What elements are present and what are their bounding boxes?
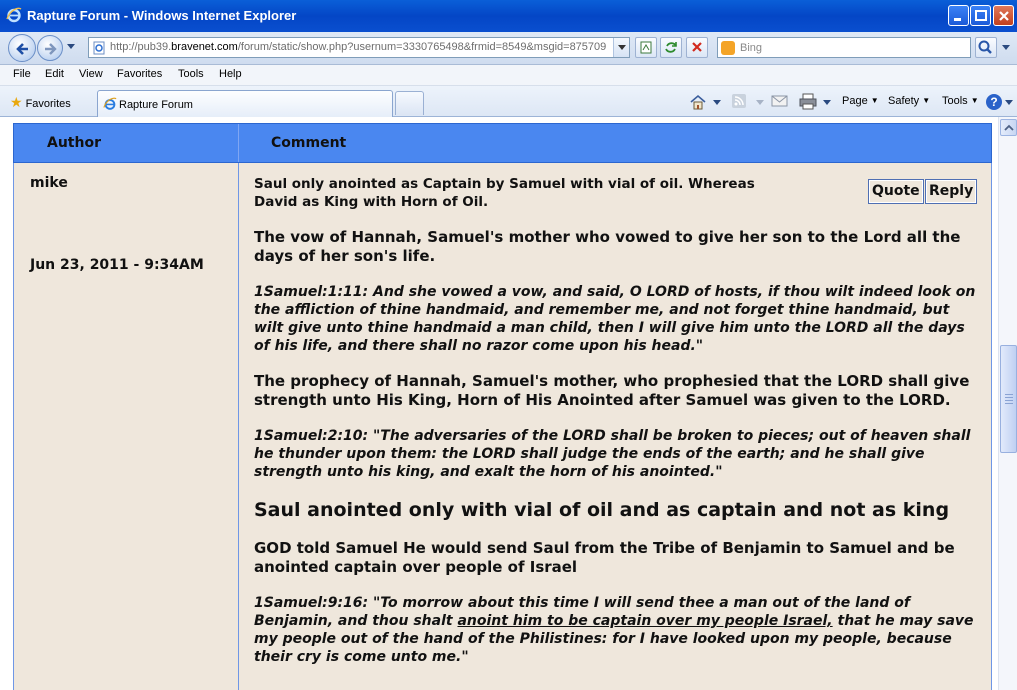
window-title: Rapture Forum - Windows Internet Explorer [27,8,297,23]
chevron-down-icon: ▼ [922,96,931,105]
print-dropdown[interactable] [823,100,831,105]
scripture-quote [254,594,979,666]
scroll-grip [1005,403,1013,404]
help-icon[interactable] [985,93,1003,111]
internet-explorer-icon [103,97,117,111]
bing-icon [721,41,735,55]
menu-favorites[interactable]: Favorites [117,68,163,80]
maximize-icon [974,9,988,23]
menu-file[interactable]: File [13,68,31,80]
address-dropdown-button[interactable] [613,38,629,57]
tools-menu-button[interactable] [942,95,979,107]
arrow-up-icon [1004,124,1014,132]
address-toolbar [0,32,1017,65]
minimize-button[interactable] [948,5,969,26]
quote-underlined-text: anoint him to be captain over my people Israel, [457,613,833,629]
tab-rapture-forum[interactable] [97,90,393,117]
star-icon: ★ [10,94,23,110]
search-field[interactable] [717,37,971,58]
search-placeholder: Bing [740,42,763,54]
home-icon[interactable] [689,93,707,111]
favorites-label: Favorites [25,98,71,110]
forward-arrow-icon [42,40,60,58]
forward-button[interactable] [37,35,63,61]
menu-view[interactable]: View [79,68,103,80]
vertical-scrollbar[interactable] [998,117,1017,690]
scroll-grip [1005,394,1013,395]
author-cell [14,163,239,690]
url-host: bravenet.com [171,41,238,53]
feeds-dropdown[interactable] [756,100,764,105]
post-author: mike [30,175,68,191]
new-tab-button[interactable] [395,91,424,115]
scroll-grip [1005,397,1013,398]
comment-paragraph: The vow of Hannah, Samuel's mother who vowed to give her son to the Lord all the days of her son's life. [254,228,961,265]
search-icon [976,38,996,57]
comment-paragraph: The prophecy of Hannah, Samuel's mother, who prophesied that the LORD shall give strength unto His King, Horn of His Anointed after Samuel was given to the LORD. [254,372,970,409]
help-dropdown[interactable] [1005,100,1013,105]
home-dropdown[interactable] [713,100,721,105]
chevron-down-icon: ▼ [870,96,879,105]
refresh-button[interactable] [660,37,682,58]
refresh-icon [661,38,681,57]
chevron-down-icon [618,45,626,50]
page-content [0,117,1017,690]
favorites-bar [0,86,1017,117]
menu-bar [0,65,1017,86]
url-prefix: http://pub39. [110,41,172,53]
forum-table-header [13,123,992,163]
search-button[interactable] [975,37,997,58]
comment-intro: Saul only anointed as Captain by Samuel with vial of oil. Whereas David as King with Horn of Oil. [254,176,755,210]
print-icon[interactable] [799,93,817,110]
back-button[interactable] [8,34,36,62]
back-arrow-icon [13,39,33,59]
stop-icon [687,38,707,57]
chevron-down-icon: ▼ [970,96,979,105]
close-icon [997,9,1011,23]
page-menu-label: Page [842,95,868,107]
scripture-quote: 1Samuel:1:11: And she vowed a vow, and said, O LORD of hosts, if thou wilt indeed look on the affliction of thine handmaid, and remember me, and not forget thine handmaid, but wilt give unto thine handmaid a man child, then I will give him unto the LORD all the days of his life, and there shall no razor come upon his head." [254,284,976,354]
maximize-button[interactable] [970,5,991,26]
search-options-dropdown[interactable] [1002,45,1010,50]
author-header-cell [14,124,239,162]
quote-button[interactable]: Quote [868,179,924,204]
comment-paragraph: GOD told Samuel He would send Saul from the Tribe of Benjamin to Samuel and be anointed captain over people of Israel [254,539,955,576]
forum-post-row [13,163,992,690]
compatibility-view-button[interactable] [635,37,657,58]
compatibility-view-icon [636,38,656,57]
recent-pages-dropdown[interactable] [67,44,75,49]
page-menu-button[interactable] [842,95,879,107]
author-column-header: Author [47,135,101,151]
stop-button[interactable] [686,37,708,58]
quote-text: 1Samuel:9:16: "To morrow about this time I will send thee a man out of the land of Benjamin, and thou shalt [254,595,910,629]
tools-menu-label: Tools [942,95,968,107]
scroll-grip [1005,400,1013,401]
menu-edit[interactable]: Edit [45,68,64,80]
page-icon [92,41,106,55]
safety-menu-label: Safety [888,95,920,107]
window-titlebar [0,0,1017,32]
read-mail-icon[interactable] [771,93,789,109]
scroll-up-button[interactable] [1000,119,1017,136]
post-comment [254,175,979,666]
favorites-button[interactable] [10,94,71,111]
address-field[interactable] [88,37,630,58]
close-window-button[interactable] [993,5,1014,26]
post-date: Jun 23, 2011 - 9:34AM [30,257,204,273]
quote-text: that he may save my people out of the hand of the Philistines: for I have looked upon my people, because their cry is come unto me." [254,613,974,665]
forum-page [0,117,998,690]
forum-table [13,123,992,690]
minimize-icon [952,9,966,23]
reply-button[interactable]: Reply [925,179,977,204]
comment-column-header: Comment [271,135,347,151]
scripture-quote: 1Samuel:2:10: "The adversaries of the LORD shall be broken to pieces; out of heaven shall he thunder upon them: the LORD shall judge the ends of the earth; and he shall give strength unto his king, and exalt the horn of his anointed." [254,428,971,480]
feeds-icon[interactable] [731,93,747,109]
internet-explorer-icon [6,7,22,23]
tab-title: Rapture Forum [119,99,193,111]
menu-tools[interactable]: Tools [178,68,204,80]
menu-help[interactable]: Help [219,68,242,80]
safety-menu-button[interactable] [888,95,930,107]
address-url [110,41,610,53]
url-path: /forum/static/show.php?usernum=3330765498&frmid=8549&msgid=875709 [237,41,607,53]
svg-text:?: ? [990,95,998,109]
comment-heading: Saul anointed only with vial of oil and as captain and not as king [254,499,950,521]
scroll-thumb[interactable] [1000,345,1017,453]
